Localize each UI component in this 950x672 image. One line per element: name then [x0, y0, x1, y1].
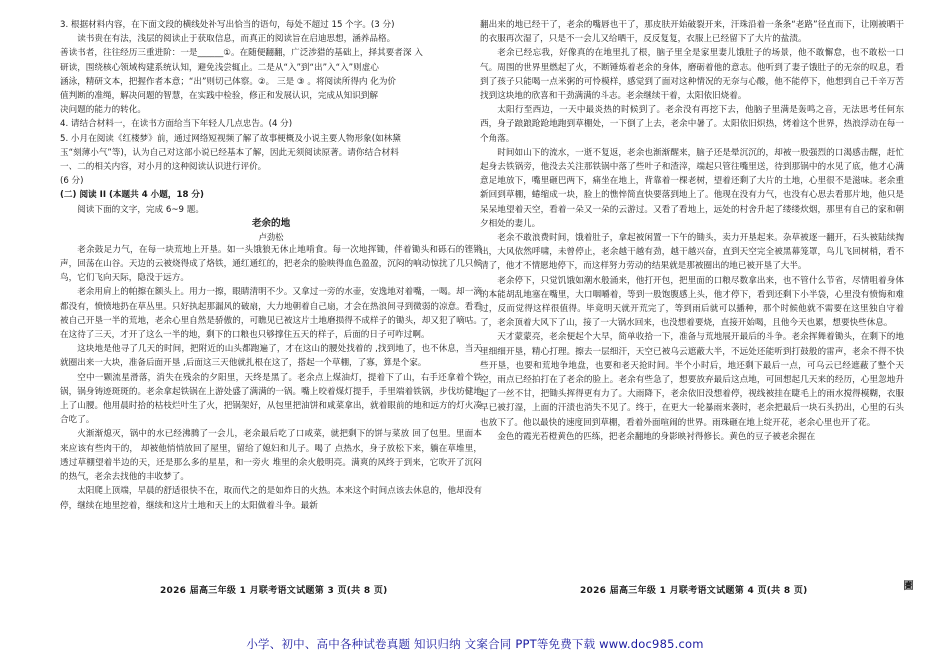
- q3-line: 读书贵在有法，浅层的阅读止于获取信息，而真正的阅读旨在启迪思想，涵养品格。: [77, 34, 396, 45]
- article-paragraph: 天才蒙蒙亮，老余便起个大早，简单收拾一下，准备与荒地展开最后的斗争。老余挥舞着锄头，在剩下的地里细细开垦，精心打理。擦去一层细汗，天空已被乌云遮蔽大半，不远处还能听到打鼓般的雷声，老余不得不快些开垦，也要和荒地争地盘，也要和老天抢时间。半个小时后，地还剩下最后一点，可乌云已经遮蔽了整个天空，雨点已经拍打在了老余的脸上。老余有些急了，想要放弃最后这点地，可回想起几天来的经历，心里忽地升起了一丝不甘，把锄头挥得更有力了。大雨降下，老余依旧没想着停，视线被挂在睫毛上的雨水搅得模糊，衣服早已被打湿，上面的汗渍也消失不见了。终于，在更大一轮暴雨来袭时，老余把最后一块石头扔出，心里的石头也放下了。他以最快的速度回到草棚，看着外面喧闹的世界。雨珠砸在地上绽开花，老余心里也开了花。: [480, 332, 904, 428]
- q3-prompt: 3. 根据材料内容，在下面文段的横线处补写出恰当的语句，每处不超过 15 个字。(3 分): [60, 20, 395, 30]
- right-column: [480, 18, 904, 444]
- q3-line: 决问题的能力的转化。: [60, 105, 146, 116]
- section-header: (二) 阅读 II (本题共 4 小题，18 分): [60, 190, 204, 201]
- article-title: 老余的地: [251, 217, 291, 229]
- article-paragraph: 老余鼓足力气，在每一块荒地上开垦。如一头饿狼无休止地啃食。每一次地挥锄，伴着锄头和砾石的铿锵声，回荡在山谷。天边的云被烧得成了烙铁，通红通红的，把老余的脸映得血色盈盈，沉闷的响动惊扰了几只候鸟，它们飞向天际，隐没于远方。: [60, 244, 482, 284]
- article-paragraph: 老余已经忘我，好像真的在地里扎了根，脑子里全是家里妻儿饿肚子的场景，他不敢懈怠，也不敢松一口气。周围的世界里燃起了火，不断锤炼着老余的身体，磨砺着他的意志。他听到了妻子饿肚子的无奈的叹息，看到了孩子只能喝一点米粥的可怜模样，感觉到了面对这种情况的无奈与心酸，他不能停下，他想到自己千辛万苦找到这块地的欣喜和干劲满满的斗志。老余继续干着，太阳依旧烧着。: [480, 48, 904, 102]
- q3-line: 值判断的准绳，解决问题的智慧，在实践中检验，修正和发展认识，完成从知识到解: [60, 91, 378, 102]
- footer-page-4: 2026 届高三年级 1 月联考语文试题第 4 页(共 8 页): [580, 586, 808, 596]
- article-paragraph: 翻出来的地已经干了，老余的嘴唇也干了，那皮肤开始破裂开来，汗珠沿着一条条“老路”径直而下，让刚被晒干的衣服再次湿了，只是不一会儿又给晒干，反反复复，衣服上已经留下了大片的盐渍。: [480, 20, 904, 45]
- article-paragraph: 太阳爬上顶端，早晨的舒适很快不在，取而代之的是如炸日的火热。本来这个时间点该去休息的，他却没有停，继续在地里挖着，继续和这片土地和天上的太阳做着斗争。最新: [60, 486, 482, 511]
- q5-line: 一、二的相关内容，对小月的这种阅读认识进行评价。: [60, 162, 267, 173]
- article-paragraph: 这块地是他寻了几天的时间，把附近的山头都跑遍了，才在这山的腰处找着的 ,找到地了，也不休息，当天就圈出来一大块，准备后面开垦 ,后面这三天他就扎根在这了，搭起一个草棚，了寡，算是个家。: [60, 344, 482, 369]
- reading-instruction: 阅读下面的文字，完成 6~9 题。: [77, 204, 204, 215]
- q5-line: 玉“刻薄小气”等)，认为自己对这部小说已经基本了解，因此无须阅读原著。请你结合材料: [60, 147, 399, 158]
- q3-line: 研读，围绕核心领域构建系统认知，避免浅尝辄止。二是从“入”到“出”入“入”则虚心: [60, 62, 379, 73]
- left-column: [60, 18, 482, 513]
- q5-line: (6 分): [60, 176, 84, 187]
- article-paragraph: 时间如山下的流水，一逝不复返，老余也渐渐醒来，脑子还是晕沉沉的，却被一股强烈的口渴感击醒，赶忙起身去铁锅旁，他没去关注那铁锅中落了些叶子和渣滓，端起只管往嘴里送，待到那锅中的水见了底，他才心满意足地放下，嘴里砸巴两下，痛坐在地上，背靠着一棵老树，望着还剩了大片的土地，心里很不是滋味。老余重新回到草棚，蜷缩成一块，脸上的憔悴简直快要落到地上了。他现在没有力气，也没有心思去看那片地，他只是呆呆地望着天空，看着一朵又一朵的云游过。又看了看地上，远处的村舍升起了缕缕炊烟，那里有自己的家和朝夕相处的妻儿。: [480, 147, 904, 229]
- article-paragraph: 太阳行至西边，一天中最炎热的时候到了。老余没有再挖下去，他脑子里满是轰鸣之音，无法思考任何东西，身子踉踉跄跄地跑到草棚处，一下倒了上去，老余中暑了。太阳依旧炽热，烤着这个世界，热浪浮动在每一个角落。: [480, 105, 904, 144]
- article-paragraph: 金色的霞光若橙黄色的匹练，把老余翻地的身影映衬得修长。黄色的豆子被老余握在: [497, 431, 816, 442]
- article-paragraph: 老余停下，只觉饥饿如潮水般涌来，他打开包，把里面的口粮尽数拿出来，也不管什么节省，尽情咀着身体的本能胡乱地塞在嘴里，大口咽嚼着，等到一股饱腹感上头，他才停下，看到还剩下小半袋，心里没有愤悔和难过，反而觉得这样很值得。毕竟明天就开荒完了，等到雨后就可以播种，那个时候他就不需要在这里独自守着了，老余顶着大风下了山，接了一大锅水回来，也没想着要烧，直接开始喝，且他今天也累，想要快些休息。: [480, 275, 904, 329]
- q3-line: 涵泳，精研文本，把握作者本意；“出”则切己体察。②。 三是 ③ 。将阅读所得内 化为价: [60, 76, 397, 87]
- article-paragraph: 老余不敢浪费时间，饿着肚子，拿起被闲置一下午的锄头，卖力开垦起来。杂草被逐一翻开，石头被陆续掏出，大风依然呼啸，未曾停止，老余越干越有劲，越干越兴奋，直到天空完全被黑幕笼罩，鸟儿飞回树梢，看不清了，他才不情愿地停下，而这样努力劳动的结果就是那被圈出的地已被开垦了大半。: [480, 233, 904, 272]
- q3-line: 善读书者，往往经历三重进阶：一是______①。在随便翻翻，广泛涉猎的基础上，择其要者深 入: [60, 48, 423, 59]
- q5-line: 5. 小月在阅读《红楼梦》前，通过网络短视频了解了故事梗概及小说主要人物形象(如林黛: [60, 133, 401, 144]
- article-paragraph: 火渐渐熄灭，锅中的水已经沸腾了一会儿，老余最后吃了口咸菜，就把剩下的饼与菜放 回了包里。里面本来应该有些肉干的， 却被他悄悄放回了屋里，留给了媳妇和儿子。喝了 点热水，身子放松下来，躺在草堆里，透过草棚望着半边的天，还是那么多的星星，和一旁火 堆里的余火般明亮。满爽的风终于到来，它吹开了沉闷的热气，老余去找他的丰收梦了。: [60, 429, 482, 483]
- article-author: 卢劲松: [258, 231, 284, 242]
- footer-page-3: 2026 届高三年级 1 月联考语文试题第 3 页(共 8 页): [160, 586, 388, 596]
- article-paragraph: 空中一颗流星滑落，消失在残余的夕阳里，天终是黑了。老余点上煤油灯，提着下了山，右手还拿着个铁锅，锅身铸迹斑斑的。老余拿起铁锅在上游处盛了满满的一锅。嘴上咬着煤灯提手，手里端着铁锅，步伐坊健地上了山腰。他用晨时拾的枯枝烂叶生了火，把锅架好，从包里把油饼和咸菜拿出，就着眼前的地和远方的灯火凑合吃了。: [60, 372, 482, 426]
- watermark-link[interactable]: 小学、初中、高中各种试卷真题 知识归纳 文案合同 PPT等免费下载 www.doc985.com: [246, 637, 704, 651]
- article-paragraph: 老余用肩上的帕擦在额头上。用力一擦，眼睛清明不少。又拿过一旁的水壶，安逸地对着嘴，一喝。却一滴都没有，愤愤地扔在草丛里。只好执起那漏风的破扇，大力地朝着自己扇，才会在热浪间寻到微弱的凉意。看看被自己开垦一半的荒地，老余心里自然是骄傲的，可瞧见已被这片土地磨损得不成样子的锄头，却又犯了嘀咕。在这待了三天，才开了这么一半的地，剩下的口粮也只够撑住五天的样子，后面的日子可咋过啊。: [60, 287, 482, 341]
- q4-prompt: 4. 请结合材料一，在读书方面给当下年轻人几点忠告。(4 分): [60, 119, 293, 130]
- seal-icon: 圕: [903, 581, 914, 592]
